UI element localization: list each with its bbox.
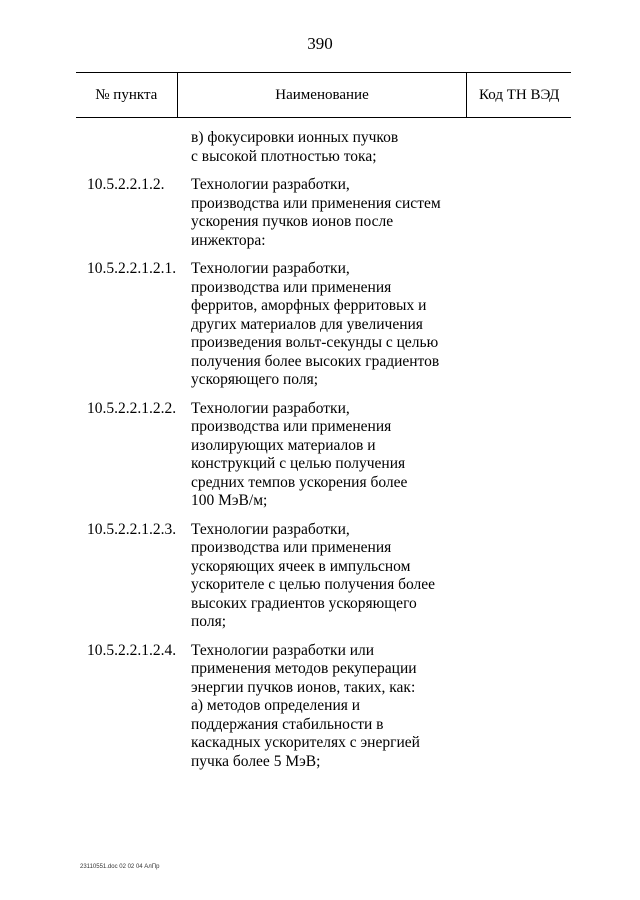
row-text: Технологии разработки, производства или применения ферритов, аморфных ферритовых и других материалов для увеличения произведения вольт-секунды с целью получения более высоких градиентов ускоряющего поля; [191,260,440,388]
table-header [76,72,571,118]
row-text: Технологии разработки, производства или применения ускоряющих ячеек в импульсном ускорителе с целью получения более высоких градиентов ускоряющего поля; [191,520,436,630]
header-item-number: № пункта [95,86,158,103]
row-number: 10.5.2.2.1.2.2. [87,399,177,417]
table-row [0,521,640,632]
row-number: 10.5.2.2.1.2.3. [87,520,177,538]
table-row [0,129,640,166]
table-row [0,260,640,390]
page-number: 390 [307,34,333,53]
table-row [0,176,640,250]
header-tn-ved-code: Код ТН ВЭД [466,73,571,117]
table-body [0,129,640,781]
row-text: Технологии разработки, производства или применения систем ускорения пучков ионов после инжектора: [191,176,441,249]
row-number: 10.5.2.2.1.2.4. [87,641,177,659]
row-text: в) фокусировки ионных пучков с высокой плотностью тока; [191,129,399,165]
row-text: Технологии разработки, производства или применения изолирующих материалов и конструкций с целью получения средних темпов ускорения более 100 МэВ/м; [191,399,408,509]
table-row [0,400,640,511]
header-name: Наименование [177,73,467,117]
row-text: Технологии разработки или применения методов рекуперации энергии пучков ионов, таких, как: а) методов определения и поддержания стабильности в каскадных ускорителях с энергией пучка более 5 МэВ; [191,641,420,770]
row-number: 10.5.2.2.1.2.1. [87,260,177,277]
row-number: 10.5.2.2.1.2. [87,176,165,193]
document-footer: 23110551.doc 02 02 04 АлПр [80,864,160,870]
table-row [0,642,640,772]
